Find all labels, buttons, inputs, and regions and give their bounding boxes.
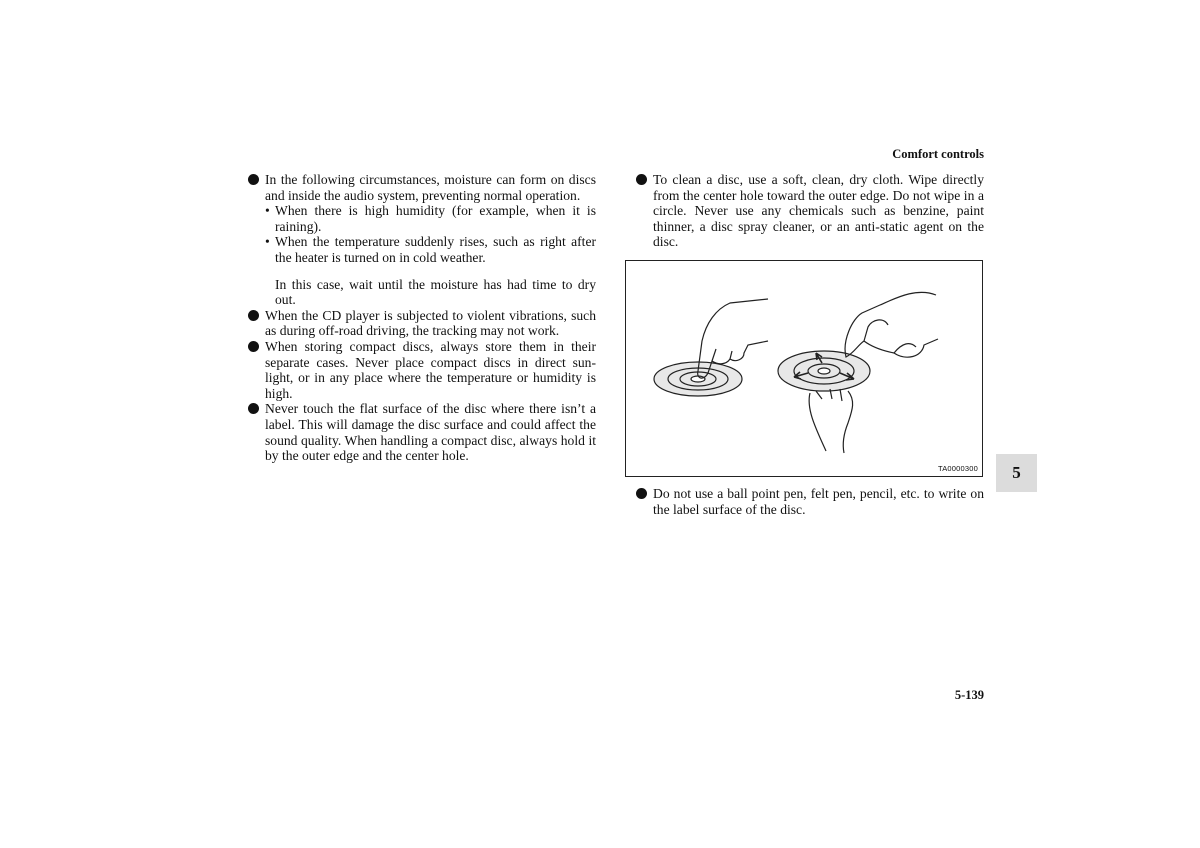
bullet-item — [248, 172, 596, 203]
bullet-item — [248, 401, 596, 463]
bullet-icon — [248, 310, 259, 321]
disc-cleaning-drawing — [626, 261, 982, 476]
figure-code: TA0000300 — [937, 464, 978, 473]
sub-bullet-icon: • — [265, 203, 270, 219]
bullet-icon — [636, 174, 647, 185]
sub-item — [248, 203, 596, 234]
bullet-item — [636, 172, 984, 250]
bullet-text: Do not use a ball point pen, felt pen, pencil, etc. to write on the label surface of the disc. — [653, 486, 984, 517]
sub-item — [248, 234, 596, 265]
note-text: In this case, wait until the moisture has had time to dry out. — [275, 276, 596, 308]
left-column — [248, 172, 596, 464]
sub-bullet-icon: • — [265, 234, 270, 250]
chapter-tab — [996, 454, 1037, 492]
bullet-text: In the following circumstances, moisture can form on discs and inside the audio system, preventing normal operation. — [265, 172, 596, 203]
bullet-icon — [248, 341, 259, 352]
right-column — [636, 172, 984, 250]
page-number: 5-139 — [954, 688, 984, 702]
bullet-text: When storing compact discs, always store them in their separate cases. Never place compact discs in direct sun-light, or in any place where the temperature or humidity is high. — [265, 338, 596, 401]
bullet-item — [248, 308, 596, 339]
bullet-icon — [248, 174, 259, 185]
bullet-text: To clean a disc, use a soft, clean, dry cloth. Wipe directly from the center hole toward the outer edge. Do not wipe in a circle. Never use any chemicals such as benzine, paint thinner, a disc spray cleaner, or an anti-static agent on the disc. — [653, 172, 984, 250]
bullet-text: When the CD player is subjected to violent vibrations, such as during off-road driving, the tracking may not work. — [265, 307, 596, 339]
disc-handling-illustration — [625, 260, 983, 477]
right-column-lower — [636, 486, 984, 517]
bullet-icon — [248, 403, 259, 414]
chapter-number: 5 — [1012, 463, 1021, 482]
bullet-item — [636, 486, 984, 517]
bullet-text: Never touch the flat surface of the disc where there isn’t a label. This will damage the disc surface and could affect the sound quality. When handling a compact disc, always hold it by the outer edge and the center hole. — [265, 401, 596, 464]
section-title: Comfort controls — [892, 147, 984, 161]
sub-item-text: When the temperature suddenly rises, such as right after the heater is turned on in cold weather. — [275, 234, 596, 265]
bullet-icon — [636, 488, 647, 499]
sub-item-text: When there is high humidity (for example, when it is raining). — [275, 203, 596, 234]
bullet-item — [248, 339, 596, 401]
